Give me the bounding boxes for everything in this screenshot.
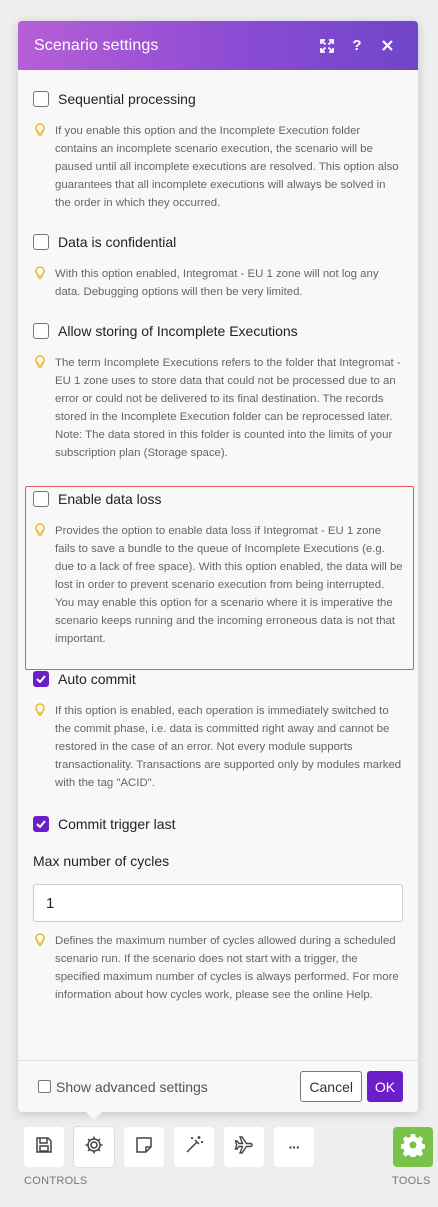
controls-label: CONTROLS	[24, 1175, 88, 1187]
hint-text: Defines the maximum number of cycles allowed during a scheduled scenario run. If the scenario does not start with a trigger, the specified maximum number of cycles is always performed. For more information about how cycles work, please see the online Help.	[55, 935, 399, 1001]
enable-data-loss-checkbox[interactable]	[33, 491, 49, 507]
settings-body	[18, 70, 418, 1004]
hint-text: The term Incomplete Executions refers to the folder that Integromat - EU 1 zone uses to store data that could not be processed due to an error or could not be delivered to its final destination. The records stored in the Incomplete Execution folder can be reprocessed later. Note: The data stored in this folder is counted into the limits of your subscription plan (Storage space).	[55, 357, 401, 459]
ok-button[interactable]: OK	[367, 1071, 403, 1102]
option-label: Data is confidential	[58, 234, 177, 250]
more-button[interactable]	[274, 1127, 314, 1167]
lightbulb-icon	[35, 932, 55, 1004]
option-hint	[33, 265, 403, 301]
show-advanced-checkbox[interactable]	[38, 1080, 51, 1093]
lightbulb-icon	[35, 522, 55, 648]
show-advanced-label: Show advanced settings	[56, 1078, 208, 1095]
note-icon	[135, 1136, 153, 1159]
hint-text: Provides the option to enable data loss if Integromat - EU 1 zone fails to save a bundle to the queue of Incomplete Executions (e.g. due to a lack of free space). With this option enabled, the data will be lost in order to prevent scenario execution from being interrupted. You may enable this option for a scenario where it is imperative the scenario keeps running and the incoming erroneous data is not that important.	[55, 525, 403, 645]
commit-trigger-last-checkbox[interactable]	[33, 816, 49, 832]
lightbulb-icon	[35, 354, 55, 462]
scenario-settings-dialog	[18, 21, 418, 1112]
gear-icon	[401, 1133, 425, 1162]
show-advanced-settings[interactable]	[38, 1079, 300, 1095]
max-cycles-input[interactable]	[33, 884, 403, 922]
dialog-header	[18, 21, 418, 70]
option-label: Allow storing of Incomplete Executions	[58, 323, 298, 339]
tools-label: TOOLS	[392, 1175, 431, 1187]
auto-align-button[interactable]	[174, 1127, 214, 1167]
hint-text: With this option enabled, Integromat - EU 1 zone will not log any data. Debugging options will then be very limited.	[55, 268, 379, 298]
option-row[interactable]	[33, 320, 403, 342]
dialog-pointer	[84, 1110, 104, 1120]
gear-icon	[84, 1135, 104, 1160]
option-data-confidential	[33, 231, 403, 301]
option-hint	[33, 522, 403, 648]
hint-text: If you enable this option and the Incomplete Execution folder contains an incomplete scenario execution, the scenario will be paused until all incomplete executions are resolved. This option also guarantees that all incomplete executions will always be solved in the order in which they occurred.	[55, 125, 399, 209]
magic-wand-icon	[184, 1135, 204, 1160]
option-label: Sequential processing	[58, 91, 196, 107]
option-hint	[33, 702, 403, 792]
expand-icon[interactable]	[312, 31, 342, 61]
tools-button[interactable]	[393, 1127, 433, 1167]
option-row[interactable]	[33, 88, 403, 110]
save-icon	[35, 1136, 53, 1159]
option-hint	[33, 354, 403, 462]
option-row[interactable]	[33, 668, 403, 690]
allow-incomplete-executions-checkbox[interactable]	[33, 323, 49, 339]
controls-toolbar	[24, 1127, 324, 1167]
option-hint	[33, 122, 403, 212]
hint-text: If this option is enabled, each operation is immediately switched to the commit phase, i.e. data is committed right away and cannot be restored in the case of an error. Not every module supports transactionality. Transactions are supported only by modules marked with the tag "ACID".	[55, 705, 402, 789]
option-label: Enable data loss	[58, 491, 162, 507]
option-auto-commit	[33, 668, 403, 792]
flow-control-button[interactable]	[224, 1127, 264, 1167]
scenario-settings-button[interactable]	[74, 1127, 114, 1167]
close-icon[interactable]	[372, 31, 402, 61]
more-icon: ···	[288, 1139, 300, 1155]
option-row[interactable]	[33, 488, 403, 510]
option-commit-trigger-last	[33, 813, 403, 835]
auto-commit-checkbox[interactable]	[33, 671, 49, 687]
lightbulb-icon	[35, 702, 55, 792]
option-allow-incomplete-executions	[33, 320, 403, 462]
option-row[interactable]	[33, 231, 403, 253]
option-row[interactable]	[33, 813, 403, 835]
sequential-processing-checkbox[interactable]	[33, 91, 49, 107]
airplane-icon	[234, 1135, 254, 1160]
lightbulb-icon	[35, 122, 55, 212]
option-label: Commit trigger last	[58, 816, 176, 832]
data-confidential-checkbox[interactable]	[33, 234, 49, 250]
option-label: Auto commit	[58, 671, 136, 687]
save-button[interactable]	[24, 1127, 64, 1167]
max-cycles-label: Max number of cycles	[33, 853, 170, 869]
lightbulb-icon	[35, 265, 55, 301]
dialog-title: Scenario settings	[34, 36, 159, 54]
dialog-footer	[18, 1060, 418, 1112]
max-cycles-hint	[33, 932, 403, 1004]
cancel-button[interactable]: Cancel	[300, 1071, 362, 1102]
help-icon[interactable]: ?	[352, 37, 362, 54]
option-enable-data-loss	[33, 488, 403, 648]
notes-button[interactable]	[124, 1127, 164, 1167]
max-cycles-section	[33, 853, 403, 1004]
option-sequential-processing	[33, 88, 403, 212]
